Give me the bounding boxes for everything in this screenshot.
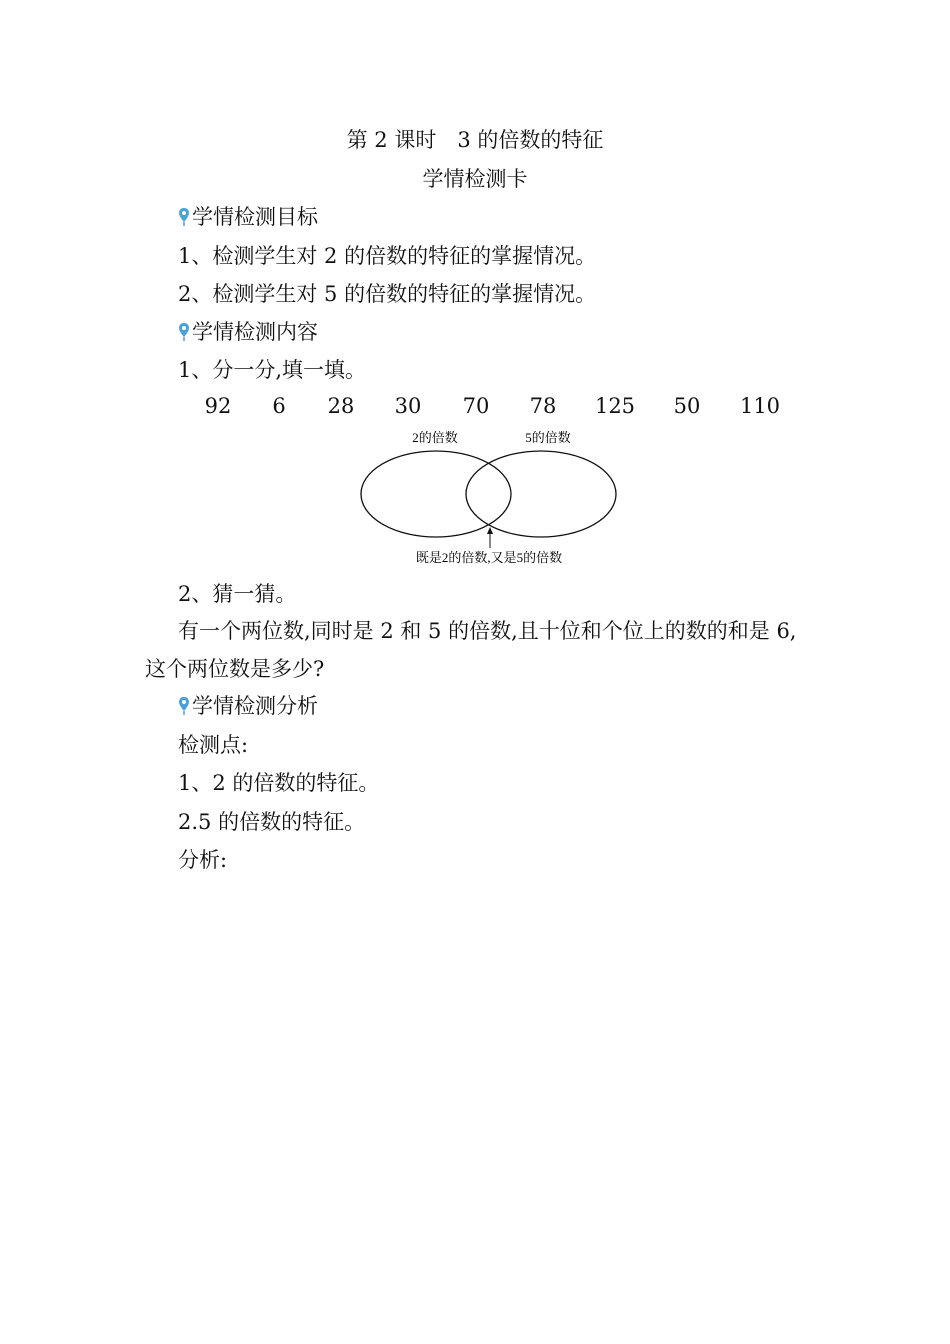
venn-right-label: 5的倍数 bbox=[525, 430, 571, 445]
goal-heading-text: 学情检测目标 bbox=[192, 205, 318, 229]
goal-item: 1、检测学生对 2 的倍数的特征的掌握情况。 bbox=[178, 244, 597, 268]
number-item: 92 bbox=[204, 394, 232, 418]
question-2: 2、猜一猜。 bbox=[178, 582, 297, 606]
arrow-up-icon bbox=[487, 527, 493, 534]
number-item: 78 bbox=[529, 394, 557, 418]
number-list bbox=[0, 394, 950, 422]
number-item: 70 bbox=[462, 394, 490, 418]
number-item: 110 bbox=[739, 394, 781, 418]
location-pin-icon bbox=[178, 207, 190, 227]
page-title: 第 2 课时 3 的倍数的特征 bbox=[346, 128, 604, 152]
check-point-item: 1、2 的倍数的特征。 bbox=[178, 771, 380, 795]
analysis-heading bbox=[178, 692, 318, 720]
check-point-item: 2.5 的倍数的特征。 bbox=[178, 810, 366, 834]
location-pin-icon bbox=[178, 696, 190, 716]
question-1: 1、分一分,填一填。 bbox=[178, 358, 367, 382]
number-item: 6 bbox=[272, 394, 286, 418]
content-heading bbox=[178, 318, 318, 346]
content-heading-text: 学情检测内容 bbox=[192, 320, 318, 344]
venn-diagram bbox=[350, 424, 630, 572]
analysis-heading-text: 学情检测分析 bbox=[192, 694, 318, 718]
number-item: 30 bbox=[394, 394, 422, 418]
number-item: 125 bbox=[594, 394, 636, 418]
question-2-text: 有一个两位数,同时是 2 和 5 的倍数,且十位和个位上的数的和是 6,这个两位数是多少? bbox=[145, 619, 797, 681]
check-points-label: 检测点: bbox=[178, 733, 249, 757]
location-pin-icon bbox=[178, 322, 190, 342]
number-item: 28 bbox=[327, 394, 355, 418]
venn-right-circle bbox=[466, 451, 616, 537]
number-item: 50 bbox=[673, 394, 701, 418]
page-subtitle: 学情检测卡 bbox=[422, 167, 528, 191]
goal-heading bbox=[178, 203, 318, 231]
goal-item: 2、检测学生对 5 的倍数的特征的掌握情况。 bbox=[178, 282, 597, 306]
venn-intersection-label: 既是2的倍数,又是5的倍数 bbox=[415, 550, 563, 565]
venn-left-label: 2的倍数 bbox=[412, 430, 458, 445]
analysis-label: 分析: bbox=[178, 848, 228, 872]
